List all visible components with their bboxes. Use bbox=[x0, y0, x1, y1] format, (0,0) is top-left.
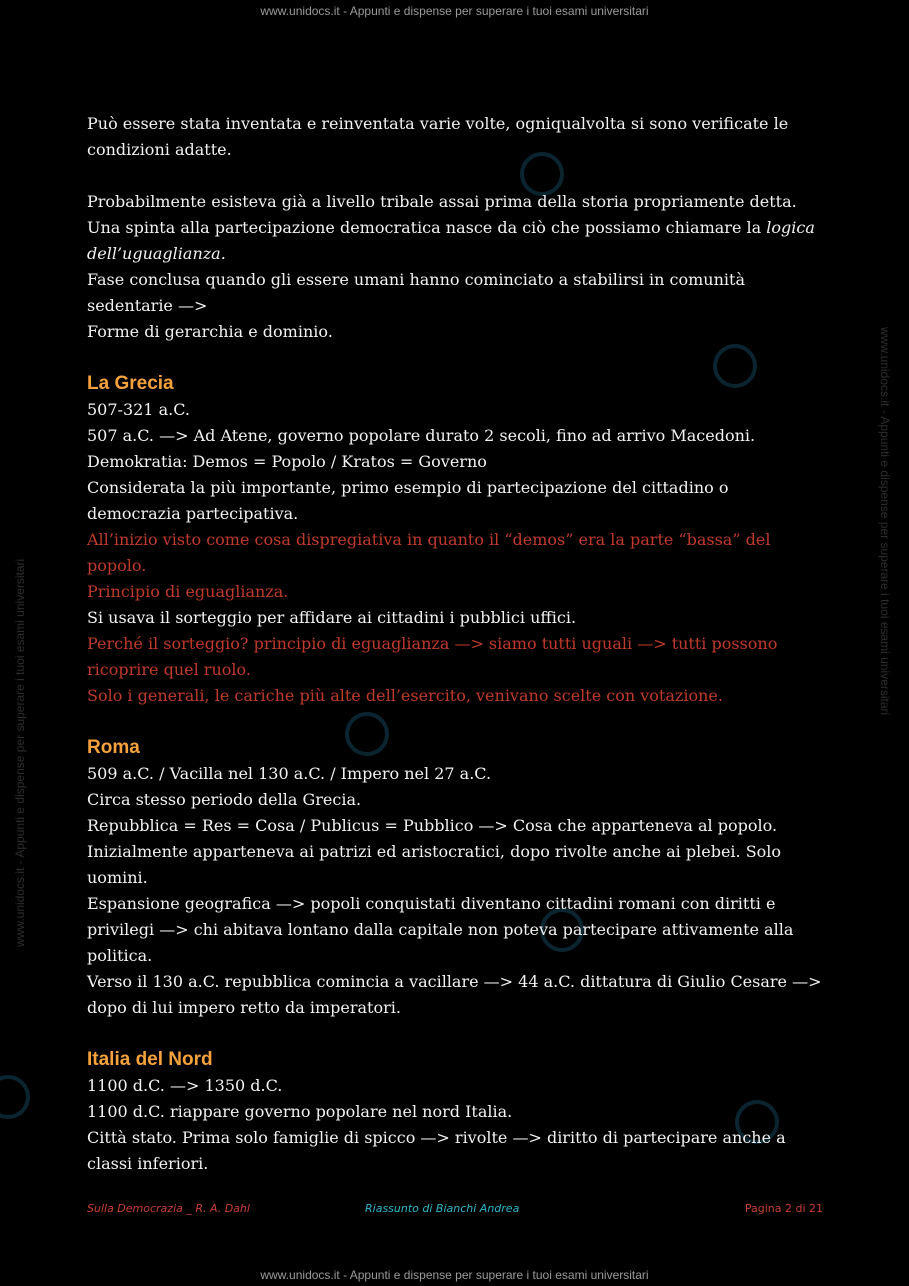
right-side-watermark: www.unidocs.it - Appunti e dispense per superare i tuoi esami universitari bbox=[878, 327, 892, 716]
italia-line: 1100 d.C. —> 1350 d.C. bbox=[87, 1076, 283, 1095]
grecia-highlight: Principio di eguaglianza. bbox=[87, 582, 289, 601]
grecia-line: 507-321 a.C. bbox=[87, 400, 190, 419]
roma-line: Inizialmente apparteneva ai patrizi ed aristocratici, dopo rivolte anche ai plebei. Solo uomini. bbox=[87, 842, 782, 887]
italia-line: Città stato. Prima solo famiglie di spicco —> rivolte —> diritto di partecipare anche a classi inferiori. bbox=[87, 1128, 786, 1173]
left-side-watermark: www.unidocs.it - Appunti e dispense per superare i tuoi esami universitari bbox=[13, 558, 27, 947]
grecia-highlight: All’inizio visto come cosa dispregiativa in quanto il “demos” era la parte “bassa” del popolo. bbox=[87, 530, 771, 575]
grecia-line: Si usava il sorteggio per affidare ai cittadini i pubblici uffici. bbox=[87, 608, 577, 627]
intro-paragraph-1: Può essere stata inventata e reinventata varie volte, ogniqualvolta si sono verificate le condizioni adatte. bbox=[87, 114, 789, 159]
grecia-line: Considerata la più importante, primo esempio di partecipazione del cittadino o democrazia partecipativa. bbox=[87, 478, 729, 523]
roma-line: Circa stesso periodo della Grecia. bbox=[87, 790, 362, 809]
intro-paragraph-4: Fase conclusa quando gli essere umani hanno cominciato a stabilirsi in comunità sedentarie —> bbox=[87, 270, 745, 315]
italia-line: 1100 d.C. riappare governo popolare nel nord Italia. bbox=[87, 1102, 513, 1121]
roma-line: Espansione geografica —> popoli conquistati diventano cittadini romani con diritti e privilegi —> chi abitava lontano dalla capitale non poteva partecipare attivamente alla politica. bbox=[87, 894, 794, 965]
logica-uguaglianza-emphasis: logica dell’uguaglianza. bbox=[87, 218, 815, 263]
section-title-roma: Roma bbox=[87, 737, 140, 758]
section-title-italia: Italia del Nord bbox=[87, 1049, 213, 1070]
footer-author: Riassunto di Bianchi Andrea bbox=[365, 1202, 520, 1215]
watermark-logo-icon bbox=[0, 1075, 30, 1119]
top-watermark-banner: www.unidocs.it - Appunti e dispense per superare i tuoi esami universitari bbox=[260, 4, 649, 18]
document-body bbox=[87, 111, 827, 1177]
footer-page-number: Pagina 2 di 21 bbox=[744, 1202, 823, 1215]
grecia-line: Demokratia: Demos = Popolo / Kratos = Governo bbox=[87, 452, 487, 471]
roma-line: 509 a.C. / Vacilla nel 130 a.C. / Impero nel 27 a.C. bbox=[87, 764, 492, 783]
section-title-grecia: La Grecia bbox=[87, 373, 174, 394]
footer-book-title: Sulla Democrazia _ R. A. Dahl bbox=[87, 1202, 250, 1215]
intro-paragraph-3-text: Una spinta alla partecipazione democratica nasce da ciò che possiamo chiamare la bbox=[87, 218, 767, 237]
grecia-highlight: Solo i generali, le cariche più alte dell’esercito, venivano scelte con votazione. bbox=[87, 686, 723, 705]
grecia-line: 507 a.C. —> Ad Atene, governo popolare durato 2 secoli, fino ad arrivo Macedoni. bbox=[87, 426, 756, 445]
intro-paragraph-2: Probabilmente esisteva già a livello tribale assai prima della storia propriamente detta. bbox=[87, 192, 797, 211]
roma-line: Repubblica = Res = Cosa / Publicus = Pubblico —> Cosa che apparteneva al popolo. bbox=[87, 816, 778, 835]
bottom-watermark-banner: www.unidocs.it - Appunti e dispense per superare i tuoi esami universitari bbox=[260, 1268, 649, 1282]
page-footer bbox=[87, 1202, 823, 1220]
grecia-highlight: Perché il sorteggio? principio di eguaglianza —> siamo tutti uguali —> tutti possono ricoprire quel ruolo. bbox=[87, 634, 778, 679]
intro-paragraph-5: Forme di gerarchia e dominio. bbox=[87, 322, 333, 341]
intro-paragraph-3 bbox=[87, 215, 827, 267]
roma-line: Verso il 130 a.C. repubblica comincia a vacillare —> 44 a.C. dittatura di Giulio Cesare —> dopo di lui impero retto da imperatori. bbox=[87, 972, 822, 1017]
